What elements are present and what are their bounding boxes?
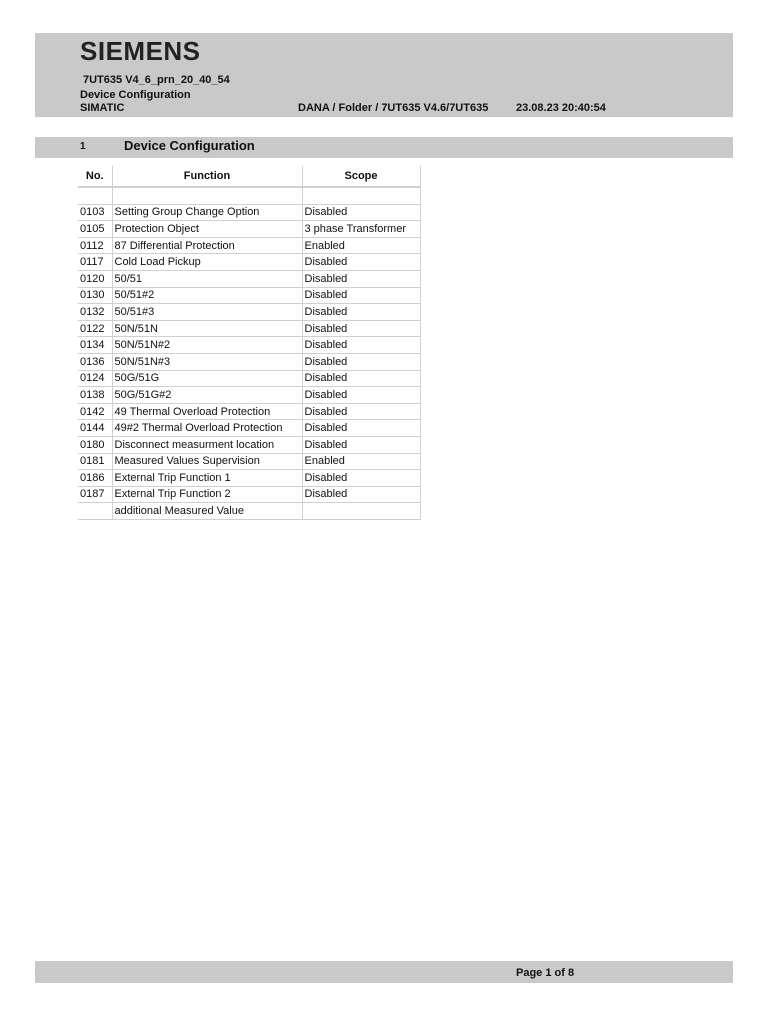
- cell-no: 0144: [78, 420, 112, 437]
- device-configuration-table: [78, 166, 421, 520]
- table-row: [78, 254, 420, 271]
- cell-scope: Disabled: [302, 270, 420, 287]
- cell-function: 87 Differential Protection: [112, 237, 302, 254]
- cell-function: 50G/51G: [112, 370, 302, 387]
- cell-scope: Disabled: [302, 470, 420, 487]
- cell-no: [78, 503, 112, 520]
- table-row: [78, 436, 420, 453]
- cell-no: 0181: [78, 453, 112, 470]
- table-row: [78, 304, 420, 321]
- table-row: [78, 387, 420, 404]
- document-subtitle: Device Configuration: [80, 89, 191, 101]
- cell-no: 0132: [78, 304, 112, 321]
- cell-function: 50/51#2: [112, 287, 302, 304]
- cell-function: Cold Load Pickup: [112, 254, 302, 271]
- cell-no: 0120: [78, 270, 112, 287]
- cell-function: Setting Group Change Option: [112, 204, 302, 221]
- cell-function: Protection Object: [112, 221, 302, 238]
- cell-function: External Trip Function 2: [112, 486, 302, 503]
- table-row: [78, 221, 420, 238]
- table-row: [78, 270, 420, 287]
- column-header-scope: Scope: [302, 166, 420, 187]
- document-name: 7UT635 V4_6_prn_20_40_54: [83, 74, 230, 86]
- cell-scope: Disabled: [302, 486, 420, 503]
- cell-function: 50N/51N#2: [112, 337, 302, 354]
- cell-function: 50/51#3: [112, 304, 302, 321]
- table-body: [78, 187, 420, 519]
- table-header-row: [78, 166, 420, 187]
- cell-scope: 3 phase Transformer: [302, 221, 420, 238]
- cell-no: 0124: [78, 370, 112, 387]
- cell-no: 0142: [78, 403, 112, 420]
- table-row: [78, 370, 420, 387]
- cell-scope: Disabled: [302, 254, 420, 271]
- table-row: [78, 420, 420, 437]
- table-row: [78, 204, 420, 221]
- cell-no: 0103: [78, 204, 112, 221]
- table-row: [78, 403, 420, 420]
- cell-scope: Disabled: [302, 353, 420, 370]
- cell-function: Measured Values Supervision: [112, 453, 302, 470]
- table-row: [78, 486, 420, 503]
- cell-function: 50N/51N: [112, 320, 302, 337]
- table-row: [78, 453, 420, 470]
- cell-scope: Disabled: [302, 387, 420, 404]
- cell-no: 0134: [78, 337, 112, 354]
- cell-no: 0186: [78, 470, 112, 487]
- document-path: DANA / Folder / 7UT635 V4.6/7UT635: [298, 102, 489, 114]
- cell-scope: Disabled: [302, 420, 420, 437]
- cell-no: 0105: [78, 221, 112, 238]
- section-header: [35, 137, 733, 158]
- column-header-no: No.: [78, 166, 112, 187]
- cell-no: 0130: [78, 287, 112, 304]
- cell-function: additional Measured Value: [112, 503, 302, 520]
- cell-no: 0136: [78, 353, 112, 370]
- table-row: [78, 353, 420, 370]
- cell-function: 49#2 Thermal Overload Protection: [112, 420, 302, 437]
- column-header-function: Function: [112, 166, 302, 187]
- system-name: SIMATIC: [80, 102, 125, 114]
- cell-function: 50/51: [112, 270, 302, 287]
- cell-no: 0180: [78, 436, 112, 453]
- cell-scope: [302, 503, 420, 520]
- cell-no: 0112: [78, 237, 112, 254]
- cell-function: External Trip Function 1: [112, 470, 302, 487]
- cell-scope: Enabled: [302, 237, 420, 254]
- cell-no: 0187: [78, 486, 112, 503]
- cell-scope: Disabled: [302, 204, 420, 221]
- print-datetime: 23.08.23 20:40:54: [516, 102, 606, 114]
- table-row: [78, 287, 420, 304]
- table-spacer-row: [78, 187, 420, 204]
- cell-scope: Disabled: [302, 287, 420, 304]
- page-number: Page 1 of 8: [516, 967, 575, 979]
- cell-function: 50N/51N#3: [112, 353, 302, 370]
- cell-scope: Disabled: [302, 320, 420, 337]
- report-footer: [35, 961, 733, 983]
- cell-function: Disconnect measurment location: [112, 436, 302, 453]
- cell-no: 0122: [78, 320, 112, 337]
- cell-scope: Enabled: [302, 453, 420, 470]
- cell-function: 49 Thermal Overload Protection: [112, 403, 302, 420]
- cell-scope: Disabled: [302, 370, 420, 387]
- table-row: [78, 503, 420, 520]
- section-number: 1: [80, 141, 86, 152]
- table-row: [78, 337, 420, 354]
- section-title: Device Configuration: [124, 138, 255, 153]
- siemens-logo: SIEMENS: [80, 36, 201, 66]
- cell-scope: Disabled: [302, 403, 420, 420]
- cell-no: 0117: [78, 254, 112, 271]
- report-header: [35, 33, 733, 117]
- cell-function: 50G/51G#2: [112, 387, 302, 404]
- cell-no: 0138: [78, 387, 112, 404]
- table-row: [78, 237, 420, 254]
- cell-scope: Disabled: [302, 304, 420, 321]
- cell-scope: Disabled: [302, 337, 420, 354]
- table-row: [78, 320, 420, 337]
- table-row: [78, 470, 420, 487]
- cell-scope: Disabled: [302, 436, 420, 453]
